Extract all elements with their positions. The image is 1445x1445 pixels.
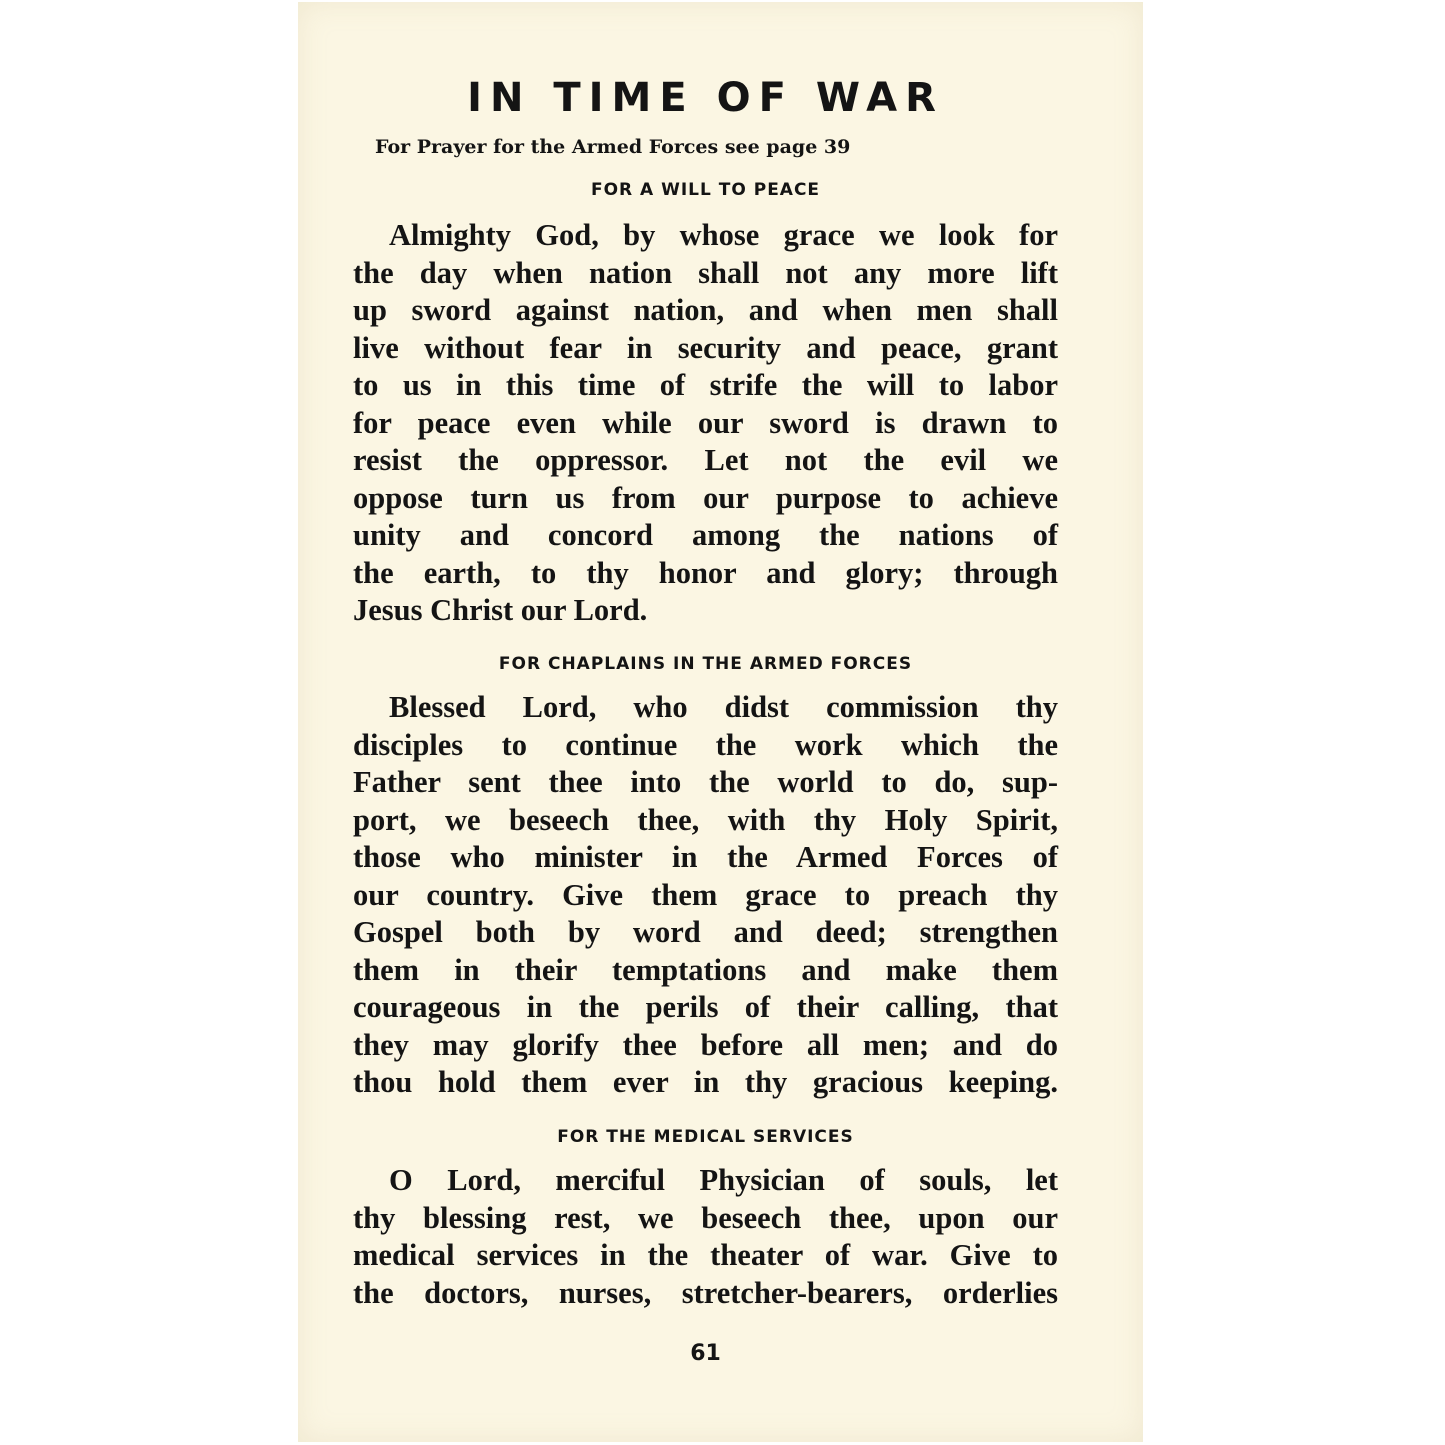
prayer-line: Gospel both by word and deed; strengthen <box>353 915 1058 949</box>
section-heading-will-to-peace: FOR A WILL TO PEACE <box>590 180 821 200</box>
prayer-line: Almighty God, by whose grace we look for <box>389 218 1058 252</box>
book-page <box>298 2 1143 1442</box>
prayer-line: up sword against nation, and when men shall <box>353 293 1058 327</box>
prayer-line: courageous in the perils of their calling, that <box>353 990 1058 1024</box>
prayer-line: Father sent thee into the world to do, sup- <box>353 765 1058 799</box>
prayer-line: the earth, to thy honor and glory; through <box>353 555 1058 590</box>
prayer-line: those who minister in the Armed Forces of <box>353 840 1058 874</box>
prayer-line: the day when nation shall not any more lift <box>353 255 1058 290</box>
page-number: 61 <box>690 1341 721 1366</box>
prayer-line: they may glorify thee before all men; and do <box>353 1027 1058 1062</box>
cross-reference-note: For Prayer for the Armed Forces see page 39 <box>375 136 851 158</box>
prayer-line: thou hold them ever in thy gracious keeping. <box>353 1065 1058 1099</box>
prayer-line: to us in this time of strife the will to labor <box>353 368 1058 402</box>
prayer-chaplains <box>353 689 1058 1102</box>
prayer-line: Blessed Lord, who didst commission thy <box>389 690 1058 724</box>
section-heading-chaplains: FOR CHAPLAINS IN THE ARMED FORCES <box>498 654 913 674</box>
prayer-line: thy blessing rest, we beseech thee, upon our <box>353 1200 1058 1235</box>
prayer-line: port, we beseech thee, with thy Holy Spirit, <box>353 802 1058 837</box>
prayer-line: our country. Give them grace to preach thy <box>353 877 1058 912</box>
prayer-line: live without fear in security and peace, grant <box>353 330 1058 365</box>
section-heading-medical-services: FOR THE MEDICAL SERVICES <box>557 1127 854 1147</box>
prayer-line: oppose turn us from our purpose to achieve <box>353 480 1058 515</box>
prayer-line: disciples to continue the work which the <box>353 727 1058 762</box>
prayer-line: the doctors, nurses, stretcher-bearers, orderlies <box>353 1275 1058 1310</box>
prayer-line: O Lord, merciful Physician of souls, let <box>389 1163 1058 1197</box>
prayer-line: Jesus Christ our Lord. <box>353 593 648 627</box>
prayer-will-to-peace <box>353 217 1058 630</box>
prayer-line: them in their temptations and make them <box>353 952 1058 987</box>
prayer-line: unity and concord among the nations of <box>353 518 1058 552</box>
page-title: IN TIME OF WAR <box>467 75 944 121</box>
prayer-line: resist the oppressor. Let not the evil we <box>353 443 1058 477</box>
prayer-line: for peace even while our sword is drawn to <box>353 405 1058 440</box>
prayer-medical-services <box>353 1162 1058 1312</box>
prayer-line: medical services in the theater of war. Give to <box>353 1238 1058 1272</box>
